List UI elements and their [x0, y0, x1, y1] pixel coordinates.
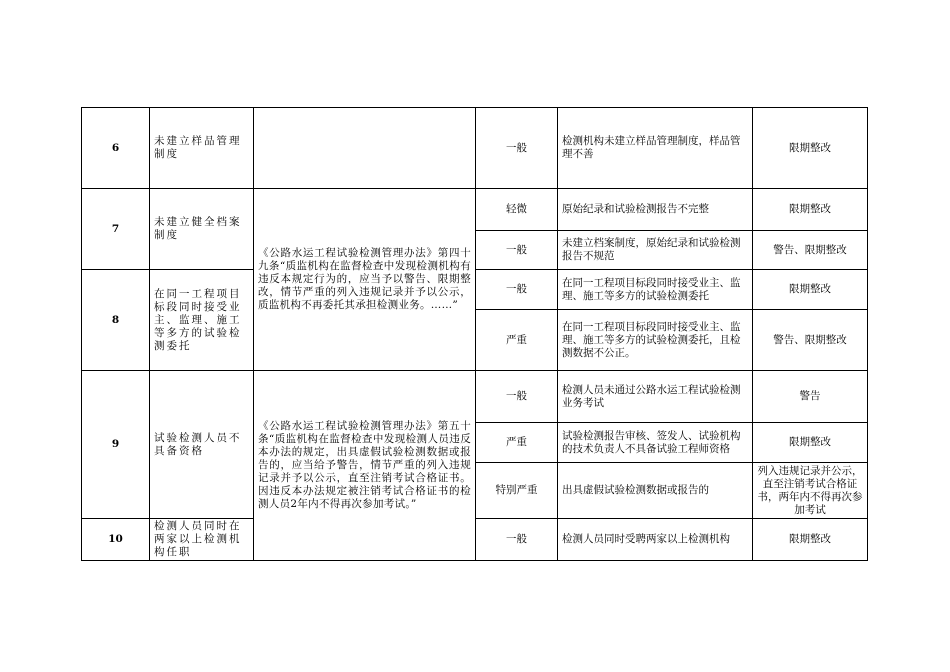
basis-cell-empty — [254, 108, 476, 189]
handling-measure: 限期整改 — [753, 519, 868, 561]
row-number: 10 — [82, 519, 150, 561]
violation-item: 检测人员同时在两家以上检测机构任职 — [150, 519, 254, 561]
handling-measure: 限期整改 — [753, 189, 868, 231]
violation-description: 检测机构未建立样品管理制度，样品管理不善 — [558, 108, 753, 189]
severity-level: 一般 — [476, 519, 558, 561]
violation-item: 在同一工程项目标段同时接受业主、监理、施工等多方的试验检测委托 — [150, 270, 254, 371]
handling-measure: 限期整改 — [753, 423, 868, 463]
table-row — [82, 371, 868, 423]
severity-level: 一般 — [476, 270, 558, 310]
violation-description: 未建立档案制度，原始纪录和试验检测报告不规范 — [558, 231, 753, 270]
handling-measure: 警告 — [753, 371, 868, 423]
severity-level: 轻微 — [476, 189, 558, 231]
handling-measure: 限期整改 — [753, 270, 868, 310]
row-number: 8 — [82, 270, 150, 371]
table-row — [82, 189, 868, 231]
legal-basis: 《公路水运工程试验检测管理办法》第四十九条“质监机构在监督检查中发现检测机构有违反本规定行为的，应当予以警告、限期整改，情节严重的列入违规记录并予以公示，质监机构不再委托其承担检测业务。……” — [254, 189, 476, 371]
violation-description: 出具虚假试验检测数据或报告的 — [558, 463, 753, 519]
violation-description: 在同一工程项目标段同时接受业主、监理、施工等多方的试验检测委托 — [558, 270, 753, 310]
violation-description: 检测人员同时受聘两家以上检测机构 — [558, 519, 753, 561]
handling-measure: 限期整改 — [753, 108, 868, 189]
legal-basis: 《公路水运工程试验检测管理办法》第五十条“质监机构在监督检查中发现检测人员违反本办法的规定，出具虚假试验检测数据或报告的，应当给予警告，情节严重的列入违规记录并予以公示，直至注销考试合格证书。因违反本办法规定被注销考试合格证书的检测人员2年内不得再次参加考试。” — [254, 371, 476, 561]
violation-item: 试验检测人员不具备资格 — [150, 371, 254, 519]
severity-level: 一般 — [476, 108, 558, 189]
violation-description: 原始纪录和试验检测报告不完整 — [558, 189, 753, 231]
row-number: 6 — [82, 108, 150, 189]
violations-table — [81, 107, 868, 561]
violation-item: 未建立样品管理制度 — [150, 108, 254, 189]
handling-measure: 警告、限期整改 — [753, 310, 868, 371]
violation-description: 检测人员未通过公路水运工程试验检测业务考试 — [558, 371, 753, 423]
row-number: 9 — [82, 371, 150, 519]
violation-description: 试验检测报告审核、签发人、试验机构的技术负责人不具备试验工程师资格 — [558, 423, 753, 463]
severity-level: 严重 — [476, 423, 558, 463]
severity-level: 一般 — [476, 371, 558, 423]
severity-level: 一般 — [476, 231, 558, 270]
handling-measure: 列入违规记录并公示，直至注销考试合格证书，两年内不得再次参加考试 — [753, 463, 868, 519]
violation-description: 在同一工程项目标段同时接受业主、监理、施工等多方的试验检测委托，且检测数据不公正。 — [558, 310, 753, 371]
violation-item: 未建立健全档案制度 — [150, 189, 254, 270]
handling-measure: 警告、限期整改 — [753, 231, 868, 270]
table-row — [82, 108, 868, 189]
severity-level: 特别严重 — [476, 463, 558, 519]
row-number: 7 — [82, 189, 150, 270]
severity-level: 严重 — [476, 310, 558, 371]
